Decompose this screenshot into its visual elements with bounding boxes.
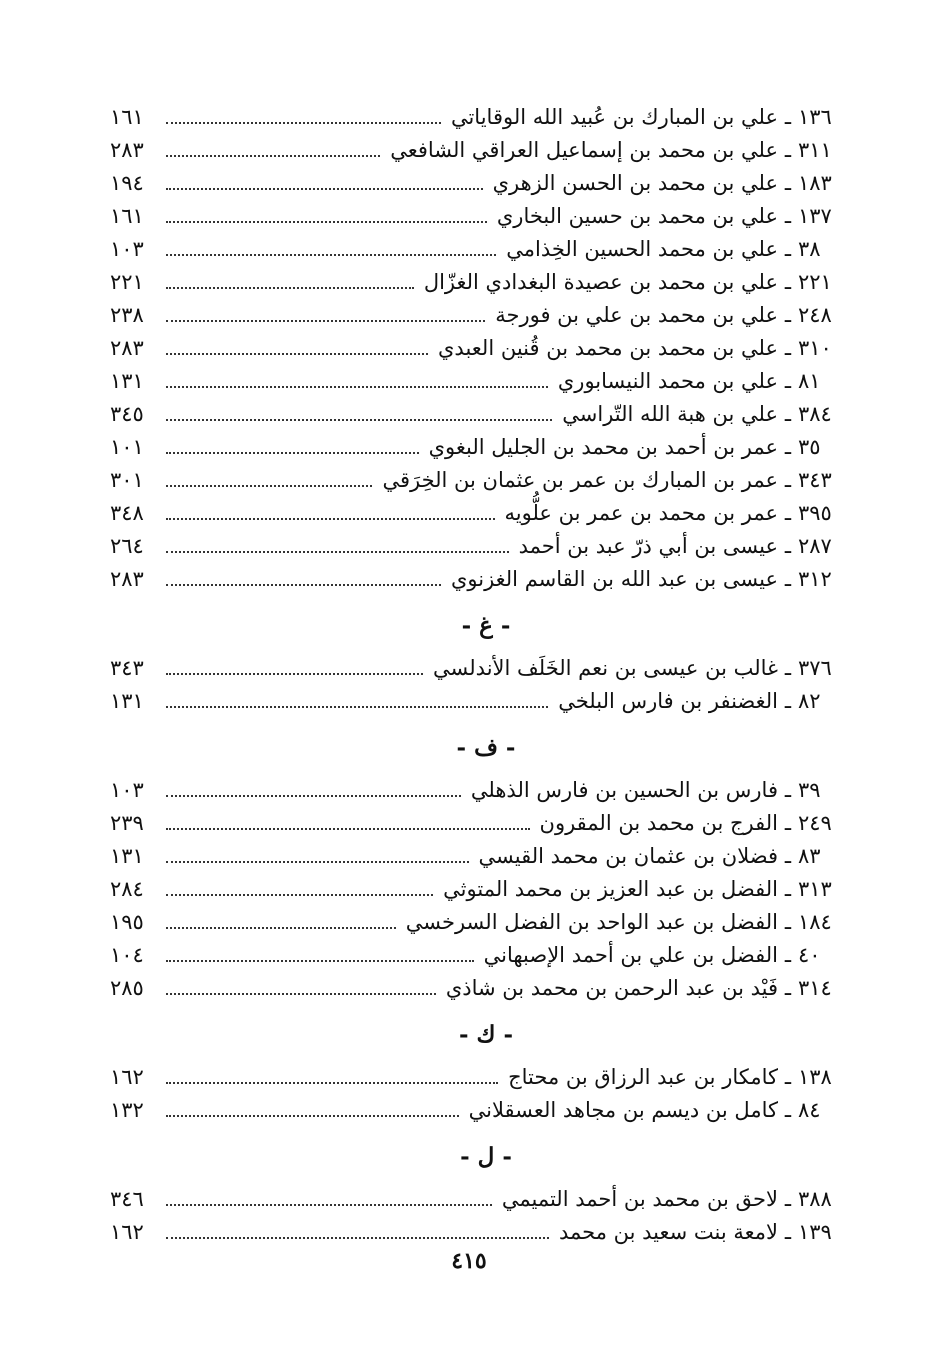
entry-name: عمر بن محمد بن عمر بن علُّويه [504,501,778,525]
entry-dash: ـ [784,1220,792,1244]
entry-name: علي بن محمد النيسابوري [557,369,778,393]
entry-number: ٣١٢ [798,567,832,591]
entry-number: ٣٩٥ [798,501,832,525]
entry-name: لاحق بن محمد بن أحمد التميمي [501,1187,778,1211]
dot-leader [166,584,441,586]
entry-page-reference: ١٦٢ [110,1220,144,1244]
index-entry [110,134,862,167]
entry-name: فارس بن الحسين بن فارس الذهلي [470,778,778,802]
index-entry [110,299,862,332]
entry-page-reference: ١٩٥ [110,910,144,934]
entry-dash: ـ [784,877,792,901]
entry-dash: ـ [784,811,792,835]
entry-number: ٣٨ [798,237,821,261]
index-entry [110,365,862,398]
entry-number: ٨٢ [798,689,821,713]
index-entry [110,332,862,365]
entry-number: ٨٤ [798,1098,821,1122]
index-entry [110,431,862,464]
entry-name: علي بن هبة الله التّراسي [562,402,778,426]
entry-page-reference: ١٣٢ [110,1098,144,1122]
dot-leader [166,353,428,355]
entry-page-reference: ٢٨٣ [110,138,144,162]
entry-page-reference: ٣٤٥ [110,402,144,426]
entry-number: ١٨٣ [798,171,832,195]
index-entry [110,233,862,266]
entry-number: ١٣٧ [798,204,832,228]
entry-dash: ـ [784,336,792,360]
dot-leader [166,894,433,896]
entry-page-reference: ١٣١ [110,369,144,393]
dot-leader [166,386,548,388]
index-entry [110,398,862,431]
index-entry [110,840,862,873]
entry-number: ٢٤٨ [798,303,832,327]
entry-dash: ـ [784,778,792,802]
index-entry [110,497,862,530]
entry-page-reference: ١٠٣ [110,778,144,802]
dot-leader [166,1115,459,1117]
dot-leader [166,993,436,995]
entry-page-reference: ٢٣٨ [110,303,144,327]
entry-name: عمر بن المبارك بن عمر بن عثمان بن الخِرَقي [382,468,778,492]
dot-leader [166,155,380,157]
entry-dash: ـ [784,204,792,228]
entry-number: ٣١٠ [798,336,832,360]
entry-name: علي بن محمد بن محمد بن قُنين العبدي [438,336,778,360]
entry-number: ٣١٤ [798,976,832,1000]
dot-leader [166,188,483,190]
entry-number: ٤٠ [798,943,821,967]
entry-page-reference: ١٦١ [110,105,144,129]
entry-number: ١٨٤ [798,910,832,934]
entry-name: علي بن محمد بن حسين البخاري [496,204,778,228]
entry-name: الفضل بن علي بن أحمد الإصبهاني [483,943,778,967]
section-heading: - ك - [458,1021,514,1048]
entry-dash: ـ [784,534,792,558]
section-heading: - ف - [456,734,516,761]
entry-name: عيسى بن عبد الله بن القاسم الغزنوي [450,567,778,591]
section-heading: - غ - [461,612,511,639]
entry-number: ١٣٩ [798,1220,832,1244]
dot-leader [166,221,487,223]
section-heading: - ل - [460,1143,512,1170]
index-entry [110,1094,862,1127]
index-entry [110,685,862,718]
entry-name: علي بن محمد بن علي بن فورجة [495,303,778,327]
entry-page-reference: ٣٤٨ [110,501,144,525]
entry-number: ٨١ [798,369,821,393]
entry-dash: ـ [784,270,792,294]
entry-dash: ـ [784,1098,792,1122]
entry-name: عيسى بن أبي ذرّ عبد بن أحمد [518,534,778,558]
index-entry [110,939,862,972]
dot-leader [166,551,509,553]
entry-name: لامعة بنت سعيد بن محمد [558,1220,778,1244]
dot-leader [166,419,552,421]
index-entry [110,972,862,1005]
entry-dash: ـ [784,976,792,1000]
dot-leader [166,122,441,124]
index-entry [110,1183,862,1216]
entry-page-reference: ٣٠١ [110,468,144,492]
entry-page-reference: ١٠٤ [110,943,144,967]
entry-number: ١٣٦ [798,105,832,129]
entry-number: ١٣٨ [798,1065,832,1089]
entry-number: ٣١١ [798,138,832,162]
index-entry [110,774,862,807]
dot-leader [166,960,474,962]
entry-page-reference: ١٠٣ [110,237,144,261]
page-number: ٤١٥ [451,1248,487,1274]
dot-leader [166,673,423,675]
dot-leader [166,452,419,454]
dot-leader [166,795,461,797]
entry-number: ٣٧٦ [798,656,832,680]
entry-page-reference: ٢٨٥ [110,976,144,1000]
entry-dash: ـ [784,501,792,525]
entry-dash: ـ [784,689,792,713]
entry-page-reference: ١٣١ [110,844,144,868]
index-entry [110,167,862,200]
entry-name: كامكار بن عبد الرزاق بن محتاج [508,1065,778,1089]
entry-number: ٣٤٣ [798,468,832,492]
index-entry [110,563,862,596]
entry-name: الفرج بن محمد بن المقرون [539,811,778,835]
entry-page-reference: ٣٤٦ [110,1187,144,1211]
entry-page-reference: ١٦١ [110,204,144,228]
dot-leader [166,320,485,322]
entry-number: ٣٨٨ [798,1187,832,1211]
dot-leader [166,1082,498,1084]
entry-dash: ـ [784,910,792,934]
entry-number: ٢٢١ [798,270,832,294]
index-entry [110,101,862,134]
entry-dash: ـ [784,468,792,492]
entry-dash: ـ [784,943,792,967]
entry-name: علي بن محمد بن عصيدة البغدادي الغزّال [423,270,778,294]
entry-page-reference: ٢٦٤ [110,534,144,558]
entry-number: ٣١٣ [798,877,832,901]
entry-name: فضلان بن عثمان بن محمد القيسي [478,844,778,868]
entry-name: فَيْد بن عبد الرحمن بن محمد بن شاذي [445,976,778,1000]
entry-page-reference: ١٣١ [110,689,144,713]
entry-name: علي بن محمد بن إسماعيل العراقي الشافعي [390,138,778,162]
entry-page-reference: ٢٨٣ [110,336,144,360]
entry-page-reference: ٢٣٩ [110,811,144,835]
entry-number: ٢٤٩ [798,811,832,835]
entry-dash: ـ [784,402,792,426]
entry-number: ٣٨٤ [798,402,832,426]
dot-leader [166,485,372,487]
dot-leader [166,254,496,256]
dot-leader [166,828,530,830]
dot-leader [166,861,469,863]
index-entry [110,530,862,563]
entry-dash: ـ [784,105,792,129]
entry-page-reference: ٣٤٣ [110,656,144,680]
index-entry [110,652,862,685]
entry-dash: ـ [784,1065,792,1089]
entry-dash: ـ [784,435,792,459]
entry-name: علي بن المبارك بن عُبيد الله الوقاياتي [450,105,778,129]
entry-name: كامل بن ديسم بن مجاهد العسقلاني [468,1098,778,1122]
index-entry [110,873,862,906]
entry-name: غالب بن عيسى بن نعم الخَلَف الأندلسي [433,656,778,680]
entry-dash: ـ [784,138,792,162]
entry-number: ٣٩ [798,778,821,802]
index-entry [110,1216,862,1249]
entry-name: عمر بن أحمد بن محمد بن الجليل البغوي [428,435,778,459]
entry-page-reference: ١٦٢ [110,1065,144,1089]
entry-name: الفضل بن عبد العزيز بن محمد المتوثي [443,877,778,901]
entry-name: الغضنفر بن فارس البلخي [558,689,778,713]
dot-leader [166,706,548,708]
entry-page-reference: ٢٨٣ [110,567,144,591]
entry-dash: ـ [784,844,792,868]
index-entry [110,906,862,939]
entry-page-reference: ٢٨٤ [110,877,144,901]
index-entry [110,464,862,497]
index-entry [110,200,862,233]
index-entry [110,807,862,840]
index-entry [110,266,862,299]
entry-name: علي بن محمد الحسين الخِذامي [506,237,778,261]
entry-page-reference: ٢٢١ [110,270,144,294]
entry-dash: ـ [784,656,792,680]
dot-leader [166,927,396,929]
dot-leader [166,1237,549,1239]
entry-page-reference: ١٩٤ [110,171,144,195]
entry-dash: ـ [784,369,792,393]
entry-dash: ـ [784,303,792,327]
index-entry [110,1061,862,1094]
entry-number: ٨٣ [798,844,821,868]
entry-number: ٢٨٧ [798,534,832,558]
entry-dash: ـ [784,171,792,195]
entry-number: ٣٥ [798,435,821,459]
entry-dash: ـ [784,1187,792,1211]
entry-page-reference: ١٠١ [110,435,144,459]
dot-leader [166,1204,492,1206]
index-list [110,101,862,1249]
entry-dash: ـ [784,567,792,591]
entry-dash: ـ [784,237,792,261]
dot-leader [166,287,414,289]
dot-leader [166,518,495,520]
entry-name: الفضل بن عبد الواحد بن الفضل السرخسي [405,910,778,934]
entry-name: علي بن محمد بن الحسن الزهري [492,171,778,195]
